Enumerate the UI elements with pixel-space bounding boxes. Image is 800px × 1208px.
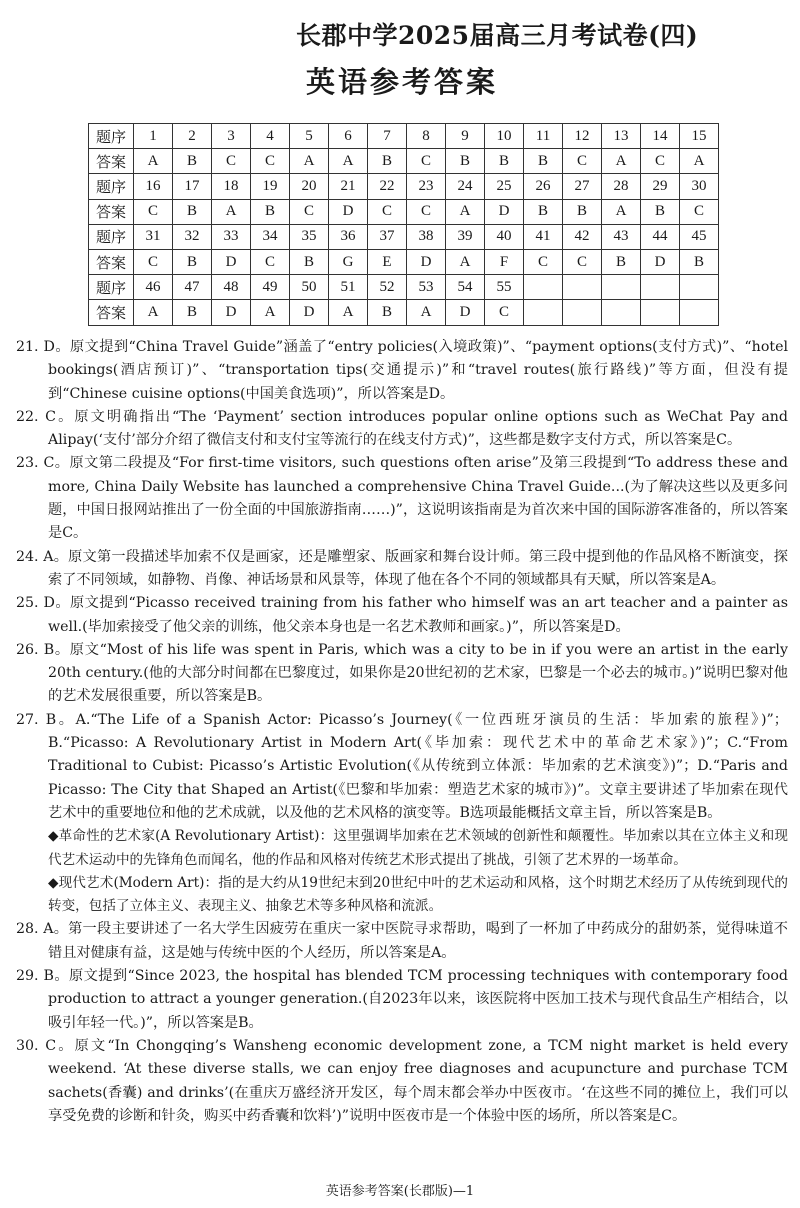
question-number-cell: 20 bbox=[290, 174, 329, 199]
answer-cell bbox=[680, 300, 719, 325]
question-number-cell: 11 bbox=[524, 124, 563, 149]
question-number-cell: 5 bbox=[290, 124, 329, 149]
answer-cell: C bbox=[212, 149, 251, 174]
answer-cell: B bbox=[602, 249, 641, 274]
question-number-cell: 44 bbox=[641, 224, 680, 249]
answer-cell: A bbox=[446, 249, 485, 274]
question-number-cell: 39 bbox=[446, 224, 485, 249]
question-number-cell: 38 bbox=[407, 224, 446, 249]
question-number-cell: 40 bbox=[485, 224, 524, 249]
question-number-cell: 33 bbox=[212, 224, 251, 249]
explanation-30: 30. C。原文“In Chongqing’s Wansheng economic development zone, a TCM night market is held every weekend. ‘At these diverse stalls, we can enjoy free diagnoses and acupuncture and purchase TCM sachets(香囊) and drinks’(在重庆万盛经济开发区，每个周末都会举办中医夜市。‘在这些不同的摊位上，我们可以享受免费的诊断和针灸，购买中药香囊和饮料’)”说明中医夜市是一个体验中医的场所，所以答案是C。 bbox=[16, 1037, 788, 1124]
question-number-cell: 36 bbox=[329, 224, 368, 249]
question-number-cell: 13 bbox=[602, 124, 641, 149]
answer-cell: D bbox=[446, 300, 485, 325]
question-number-cell: 22 bbox=[368, 174, 407, 199]
question-row bbox=[89, 124, 719, 149]
explanation-27: 27. B。A.“The Life of a Spanish Actor: Picasso’s Journey(《一位西班牙演员的生活：毕加索的旅程》)”；B.“Picasso: A Revolutionary Artist in Modern Art(《毕加索：现代艺术中的革命艺术家》)”；C.“From Traditional to Cubist: Picasso’s Artistic Evolution(《从传统到立体派：毕加索的艺术演变》)”；D.“Paris and Picasso: The City that Shaped an Artist(《巴黎和毕加索：塑造艺术家的城市》)”。文章主要讲述了毕加索在现代艺术中的重要地位和他的艺术成就，以及他的艺术风格的演变等。B选项最能概括文章主旨，所以答案是B。 bbox=[16, 711, 788, 821]
answer-cell: D bbox=[407, 249, 446, 274]
question-number-cell: 27 bbox=[563, 174, 602, 199]
page-subtitle: 英语参考答案 bbox=[306, 65, 499, 99]
question-number-cell: 26 bbox=[524, 174, 563, 199]
answer-cell: B bbox=[524, 199, 563, 224]
answer-cell: B bbox=[641, 199, 680, 224]
answer-cell: A bbox=[212, 199, 251, 224]
question-number-cell: 25 bbox=[485, 174, 524, 199]
question-number-cell: 6 bbox=[329, 124, 368, 149]
question-number-cell: 29 bbox=[641, 174, 680, 199]
answer-cell: A bbox=[446, 199, 485, 224]
answer-cell: A bbox=[680, 149, 719, 174]
question-number-cell: 24 bbox=[446, 174, 485, 199]
answer-cell: B bbox=[173, 199, 212, 224]
answer-row-label: 答案 bbox=[89, 300, 134, 325]
answer-cell bbox=[563, 300, 602, 325]
answer-row bbox=[89, 249, 719, 274]
question-number-cell: 30 bbox=[680, 174, 719, 199]
answer-cell: C bbox=[485, 300, 524, 325]
question-number-cell: 12 bbox=[563, 124, 602, 149]
question-number-cell: 16 bbox=[134, 174, 173, 199]
answer-cell: D bbox=[329, 199, 368, 224]
answer-cell: B bbox=[251, 199, 290, 224]
question-number-cell: 10 bbox=[485, 124, 524, 149]
question-number-cell: 3 bbox=[212, 124, 251, 149]
question-number-cell: 8 bbox=[407, 124, 446, 149]
answer-cell: B bbox=[290, 249, 329, 274]
question-row-label: 题序 bbox=[89, 124, 134, 149]
question-number-cell: 50 bbox=[290, 275, 329, 300]
answer-cell: A bbox=[602, 199, 641, 224]
question-number-cell bbox=[563, 275, 602, 300]
answer-cell: B bbox=[173, 300, 212, 325]
answer-cell: A bbox=[290, 149, 329, 174]
answer-cell: E bbox=[368, 249, 407, 274]
question-number-cell bbox=[524, 275, 563, 300]
answer-cell bbox=[524, 300, 563, 325]
answer-row-label: 答案 bbox=[89, 149, 134, 174]
question-row-label: 题序 bbox=[89, 174, 134, 199]
question-number-cell: 35 bbox=[290, 224, 329, 249]
question-number-cell: 55 bbox=[485, 275, 524, 300]
question-row bbox=[89, 275, 719, 300]
explanation-28: 28. A。第一段主要讲述了一名大学生因疲劳在重庆一家中医院寻求帮助，喝到了一杯加了中药成分的甜奶茶，觉得味道不错且对健康有益，这是她与传统中医的个人经历，所以答案是A。 bbox=[16, 921, 788, 961]
question-number-cell: 45 bbox=[680, 224, 719, 249]
explanation-23: 23. C。原文第二段提及“For first-time visitors, such questions often arise”及第三段提到“To address these and more, China Daily Website has launched a comprehensive China Travel Guide...(为了解决这些以及更多问题，中国日报网站推出了一份全面的中国旅游指南……)”，这说明该指南是为首次来中国的国际游客准备的，所以答案是C。 bbox=[16, 455, 788, 542]
question-number-cell: 48 bbox=[212, 275, 251, 300]
explanation-24: 24. A。原文第一段描述毕加索不仅是画家，还是雕塑家、版画家和舞台设计师。第三段中提到他的作品风格不断演变，探索了不同领域，如静物、肖像、神话场景和风景等，体现了他在各个不同的领域都具有天赋，所以答案是A。 bbox=[16, 548, 788, 588]
note-revolutionary-artist: ◆革命性的艺术家(A Revolutionary Artist)：这里强调毕加索在艺术领域的创新性和颠覆性。毕加索以其在立体主义和现代艺术运动中的先锋角色而闻名，他的作品和风格对传统艺术形式提出了挑战，引领了艺术界的一场革命。 bbox=[48, 828, 788, 868]
answer-cell: D bbox=[485, 199, 524, 224]
answer-cell: A bbox=[134, 149, 173, 174]
answer-cell: A bbox=[134, 300, 173, 325]
question-number-cell: 46 bbox=[134, 275, 173, 300]
answer-cell: C bbox=[290, 199, 329, 224]
question-number-cell: 42 bbox=[563, 224, 602, 249]
answer-cell: B bbox=[485, 149, 524, 174]
answer-cell: F bbox=[485, 249, 524, 274]
answer-table bbox=[88, 123, 719, 326]
question-number-cell: 7 bbox=[368, 124, 407, 149]
question-number-cell: 37 bbox=[368, 224, 407, 249]
answer-cell: B bbox=[173, 249, 212, 274]
answer-cell: A bbox=[329, 300, 368, 325]
question-number-cell: 4 bbox=[251, 124, 290, 149]
question-number-cell: 18 bbox=[212, 174, 251, 199]
page-footer: 英语参考答案(长郡版)—1 bbox=[325, 1184, 475, 1199]
answer-cell: C bbox=[563, 249, 602, 274]
answer-cell: C bbox=[134, 249, 173, 274]
answer-cell: C bbox=[407, 199, 446, 224]
question-number-cell: 41 bbox=[524, 224, 563, 249]
question-number-cell: 51 bbox=[329, 275, 368, 300]
explanation-29: 29. B。原文提到“Since 2023, the hospital has blended TCM processing techniques with contemporary food production to attract a younger generation.(自2023年以来，该医院将中医加工技术与现代食品生产相结合，以吸引年轻一代。)”，所以答案是B。 bbox=[16, 968, 788, 1031]
question-number-cell: 17 bbox=[173, 174, 212, 199]
answer-cell: C bbox=[407, 149, 446, 174]
answer-cell: B bbox=[680, 249, 719, 274]
answer-cell bbox=[641, 300, 680, 325]
answer-cell: D bbox=[641, 249, 680, 274]
explanations bbox=[16, 336, 788, 1128]
question-number-cell: 2 bbox=[173, 124, 212, 149]
answer-cell: A bbox=[251, 300, 290, 325]
answer-cell: B bbox=[173, 149, 212, 174]
answer-cell: C bbox=[680, 199, 719, 224]
answer-cell: C bbox=[134, 199, 173, 224]
question-number-cell: 14 bbox=[641, 124, 680, 149]
question-number-cell: 1 bbox=[134, 124, 173, 149]
question-number-cell: 23 bbox=[407, 174, 446, 199]
question-row bbox=[89, 174, 719, 199]
question-number-cell: 47 bbox=[173, 275, 212, 300]
answer-cell: A bbox=[329, 149, 368, 174]
answer-cell: C bbox=[563, 149, 602, 174]
answer-row-label: 答案 bbox=[89, 199, 134, 224]
question-number-cell: 9 bbox=[446, 124, 485, 149]
explanation-25: 25. D。原文提到“Picasso received training from his father who himself was an art teacher and a painter as well.(毕加索接受了他父亲的训练，他父亲本身也是一名艺术教师和画家。)”，所以答案是D。 bbox=[16, 595, 788, 635]
question-number-cell: 34 bbox=[251, 224, 290, 249]
explanation-26: 26. B。原文“Most of his life was spent in Paris, which was a city to be in if you were an artist in the early 20th century.(他的大部分时间都在巴黎度过，如果你是20世纪初的艺术家，巴黎是一个必去的城市。)”说明巴黎对他的艺术发展很重要，所以答案是B。 bbox=[16, 641, 788, 705]
question-number-cell: 49 bbox=[251, 275, 290, 300]
page-title: 长郡中学2025届高三月考试卷(四) bbox=[296, 21, 699, 50]
question-number-cell: 28 bbox=[602, 174, 641, 199]
question-row bbox=[89, 224, 719, 249]
answer-row bbox=[89, 300, 719, 325]
answer-cell: A bbox=[407, 300, 446, 325]
answer-row bbox=[89, 199, 719, 224]
answer-cell: C bbox=[641, 149, 680, 174]
explanation-22: 22. C。原文明确指出“The ‘Payment’ section introduces popular online options such as WeChat Pay and Alipay(‘支付’部分介绍了微信支付和支付宝等流行的在线支付方式)”，这些都是数字支付方式，所以答案是C。 bbox=[16, 408, 788, 449]
question-number-cell: 31 bbox=[134, 224, 173, 249]
explanation-21: 21. D。原文提到“China Travel Guide”涵盖了“entry policies(入境政策)”、“payment options(支付方式)”、“hotel bookings(酒店预订)”、“transportation tips(交通提示)”和“travel routes(旅行路线)”等方面，但没有提到“Chinese cuisine options(中国美食选项)”，所以答案是D。 bbox=[16, 339, 788, 402]
answer-cell: D bbox=[290, 300, 329, 325]
answer-row bbox=[89, 149, 719, 174]
answer-cell: A bbox=[602, 149, 641, 174]
note-modern-art: ◆现代艺术(Modern Art)：指的是大约从19世纪末到20世纪中叶的艺术运动和风格，这个时期艺术经历了从传统到现代的转变，包括了立体主义、表现主义、抽象艺术等多种风格和流派。 bbox=[48, 874, 788, 915]
answer-row-label: 答案 bbox=[89, 249, 134, 274]
question-number-cell: 53 bbox=[407, 275, 446, 300]
answer-cell: C bbox=[524, 249, 563, 274]
question-number-cell bbox=[602, 275, 641, 300]
question-number-cell bbox=[641, 275, 680, 300]
answer-cell bbox=[602, 300, 641, 325]
question-number-cell: 19 bbox=[251, 174, 290, 199]
question-number-cell: 15 bbox=[680, 124, 719, 149]
answer-cell: B bbox=[368, 300, 407, 325]
answer-cell: C bbox=[251, 149, 290, 174]
question-number-cell: 21 bbox=[329, 174, 368, 199]
answer-cell: D bbox=[212, 249, 251, 274]
answer-cell: C bbox=[368, 199, 407, 224]
question-number-cell: 32 bbox=[173, 224, 212, 249]
answer-cell: B bbox=[368, 149, 407, 174]
answer-cell: D bbox=[212, 300, 251, 325]
question-number-cell: 43 bbox=[602, 224, 641, 249]
answer-cell: B bbox=[524, 149, 563, 174]
question-number-cell bbox=[680, 275, 719, 300]
question-row-label: 题序 bbox=[89, 275, 134, 300]
question-row-label: 题序 bbox=[89, 224, 134, 249]
answer-cell: B bbox=[563, 199, 602, 224]
answer-cell: G bbox=[329, 249, 368, 274]
question-number-cell: 54 bbox=[446, 275, 485, 300]
answer-cell: C bbox=[251, 249, 290, 274]
answer-cell: B bbox=[446, 149, 485, 174]
question-number-cell: 52 bbox=[368, 275, 407, 300]
